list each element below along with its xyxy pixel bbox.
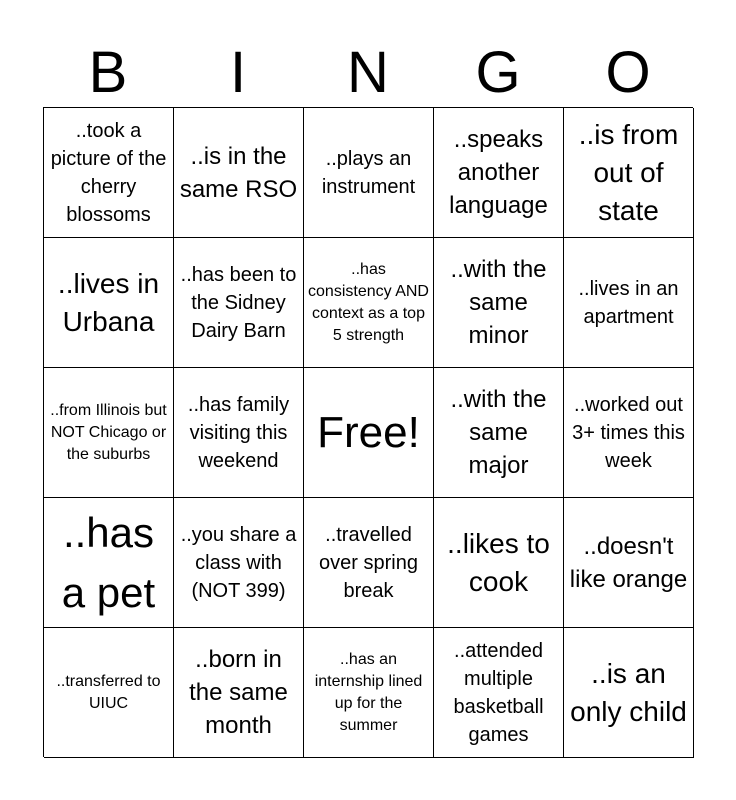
bingo-cell-free[interactable] bbox=[304, 368, 434, 498]
bingo-cell-text: ..with the same minor bbox=[450, 256, 547, 349]
bingo-cell-text: ..is in the same RSO bbox=[179, 142, 298, 203]
bingo-cell-text: ..doesn't like orange bbox=[569, 532, 688, 593]
bingo-cell-text: ..has an internship lined up for the summer bbox=[314, 650, 423, 734]
bingo-board bbox=[43, 107, 693, 757]
bingo-cell-text: ..with the same major bbox=[450, 386, 547, 479]
bingo-cell-n4[interactable] bbox=[304, 498, 434, 628]
header-letter-b: B bbox=[88, 40, 128, 105]
bingo-cell-g4[interactable] bbox=[434, 498, 564, 628]
bingo-cell-text: ..is an only child bbox=[570, 657, 687, 727]
bingo-cell-o1[interactable] bbox=[564, 108, 694, 238]
bingo-cell-text: ..plays an instrument bbox=[321, 147, 416, 198]
bingo-cell-o3[interactable] bbox=[564, 368, 694, 498]
bingo-cell-text: ..has a pet bbox=[61, 508, 156, 616]
bingo-cell-text: ..travelled over spring break bbox=[319, 523, 418, 602]
header-letter-g: G bbox=[475, 40, 521, 105]
bingo-cell-o4[interactable] bbox=[564, 498, 694, 628]
bingo-cell-text: ..is from out of state bbox=[578, 118, 679, 226]
bingo-cell-n5[interactable] bbox=[304, 628, 434, 758]
bingo-cell-n2[interactable] bbox=[304, 238, 434, 368]
bingo-cell-b4[interactable] bbox=[44, 498, 174, 628]
bingo-cell-n1[interactable] bbox=[304, 108, 434, 238]
bingo-cell-i1[interactable] bbox=[174, 108, 304, 238]
bingo-cell-text: ..born in the same month bbox=[189, 646, 288, 739]
bingo-cell-g1[interactable] bbox=[434, 108, 564, 238]
bingo-cell-text: ..has been to the Sidney Dairy Barn bbox=[180, 263, 297, 342]
bingo-cell-b5[interactable] bbox=[44, 628, 174, 758]
bingo-cell-o5[interactable] bbox=[564, 628, 694, 758]
bingo-cell-text: ..has family visiting this weekend bbox=[187, 393, 290, 472]
bingo-cell-text: ..lives in an apartment bbox=[578, 277, 679, 328]
header-letter-i: I bbox=[229, 40, 247, 105]
bingo-cell-b3[interactable] bbox=[44, 368, 174, 498]
header-letter-o: O bbox=[605, 40, 651, 105]
bingo-cell-text: ..took a picture of the cherry blossoms bbox=[50, 119, 167, 226]
bingo-cell-text: ..attended multiple basketball games bbox=[453, 639, 544, 746]
bingo-cell-b2[interactable] bbox=[44, 238, 174, 368]
bingo-cell-g3[interactable] bbox=[434, 368, 564, 498]
bingo-cell-i3[interactable] bbox=[174, 368, 304, 498]
bingo-cell-text: ..from Illinois but NOT Chicago or the suburbs bbox=[50, 401, 167, 463]
bingo-cell-g5[interactable] bbox=[434, 628, 564, 758]
bingo-cell-o2[interactable] bbox=[564, 238, 694, 368]
bingo-cell-i4[interactable] bbox=[174, 498, 304, 628]
header-letter-n: N bbox=[347, 40, 389, 105]
free-space-text: Free! bbox=[317, 407, 420, 457]
bingo-cell-text: ..likes to cook bbox=[447, 527, 550, 597]
bingo-cell-text: ..worked out 3+ times this week bbox=[572, 393, 685, 472]
bingo-header bbox=[43, 38, 693, 108]
bingo-cell-b1[interactable] bbox=[44, 108, 174, 238]
bingo-cell-g2[interactable] bbox=[434, 238, 564, 368]
bingo-cell-i5[interactable] bbox=[174, 628, 304, 758]
bingo-cell-i2[interactable] bbox=[174, 238, 304, 368]
bingo-cell-text: ..has consistency AND context as a top 5 strength bbox=[308, 260, 429, 344]
bingo-cell-text: ..speaks another language bbox=[449, 126, 548, 219]
bingo-cell-text: ..transferred to UIUC bbox=[56, 672, 161, 712]
bingo-cell-text: ..you share a class with (NOT 399) bbox=[180, 523, 297, 602]
bingo-cell-text: ..lives in Urbana bbox=[57, 267, 160, 337]
